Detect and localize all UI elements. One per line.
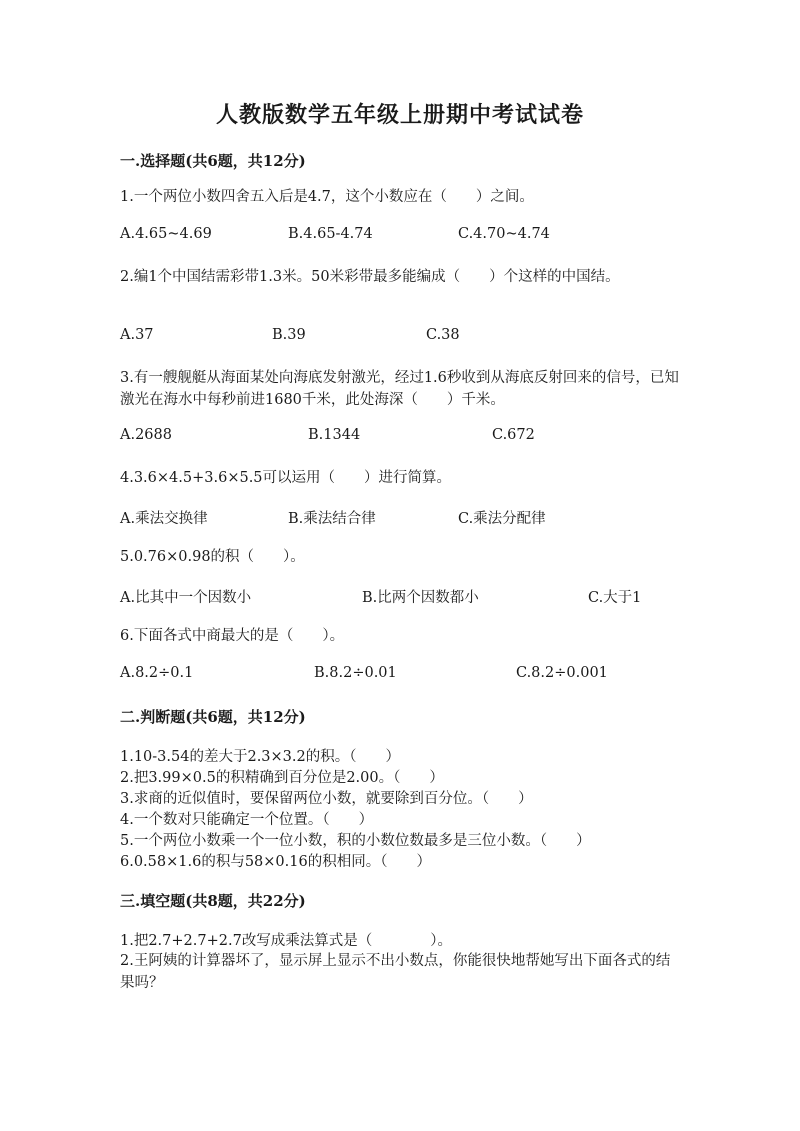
option-c: C.大于1 — [588, 590, 642, 606]
option-c: C.乘法分配律 — [458, 511, 546, 527]
options-row — [120, 665, 680, 687]
judgement-item: 5.一个两位小数乘一个一位小数，积的小数位数最多是三位小数。（ ） — [120, 833, 591, 849]
options-row — [120, 427, 680, 449]
judgement-item: 6.0.58×1.6的积与58×0.16的积相同。（ ） — [120, 854, 431, 870]
page-title: 人教版数学五年级上册期中考试试卷 — [215, 102, 584, 128]
judgement-item: 3.求商的近似值时，要保留两位小数，就要除到百分位。（ ） — [120, 791, 533, 807]
option-c: C.38 — [426, 327, 460, 343]
section-heading-choice: 一.选择题(共6题，共12分) — [120, 152, 306, 170]
option-a: A.2688 — [120, 427, 172, 443]
options-row — [120, 327, 680, 349]
option-b: B.39 — [272, 327, 306, 343]
question-text: 6.下面各式中商最大的是（ ）。 — [120, 628, 345, 644]
option-a: A.8.2÷0.1 — [120, 665, 194, 681]
question-text: 2.编1个中国结需彩带1.3米。50米彩带最多能编成（ ）个这样的中国结。 — [120, 269, 620, 285]
options-row — [120, 507, 680, 529]
section-heading-judgement: 二.判断题(共6题，共12分) — [120, 708, 306, 726]
option-b: B.1344 — [308, 427, 361, 443]
option-a: A.37 — [120, 327, 154, 343]
question-text: 3.有一艘舰艇从海面某处向海底发射激光，经过1.6秒收到从海底反射回来的信号，已知激光在海水中每秒前进1680千米，此处海深（ ）千米。 — [120, 370, 679, 408]
options-row — [120, 226, 680, 248]
option-c: C.4.70~4.74 — [458, 226, 550, 242]
option-a: A.4.65~4.69 — [120, 226, 212, 242]
options-row — [120, 586, 680, 608]
option-b: B.乘法结合律 — [288, 511, 376, 527]
option-a: A.乘法交换律 — [120, 511, 208, 527]
judgement-item: 2.把3.99×0.5的积精确到百分位是2.00。（ ） — [120, 770, 444, 786]
option-c: C.672 — [492, 427, 535, 443]
question-text: 4.3.6×4.5+3.6×5.5可以运用（ ）进行简算。 — [120, 470, 452, 486]
option-b: B.8.2÷0.01 — [314, 665, 397, 681]
option-a: A.比其中一个因数小 — [120, 590, 252, 606]
option-b: B.4.65-4.74 — [288, 226, 373, 242]
judgement-item: 4.一个数对只能确定一个位置。（ ） — [120, 812, 374, 828]
option-b: B.比两个因数都小 — [362, 590, 479, 606]
fill-item: 2.王阿姨的计算器坏了，显示屏上显示不出小数点，你能很快地帮她写出下面各式的结果吗？ — [120, 953, 671, 991]
option-c: C.8.2÷0.001 — [516, 665, 608, 681]
fill-item: 1.把2.7+2.7+2.7改写成乘法算式是（ ）。 — [120, 933, 453, 949]
question-text: 1.一个两位小数四舍五入后是4.7，这个小数应在（ ）之间。 — [120, 189, 534, 205]
section-heading-fill: 三.填空题(共8题，共22分) — [120, 892, 306, 910]
judgement-item: 1.10-3.54的差大于2.3×3.2的积。（ ） — [120, 749, 400, 765]
question-text: 5.0.76×0.98的积（ ）。 — [120, 549, 305, 565]
